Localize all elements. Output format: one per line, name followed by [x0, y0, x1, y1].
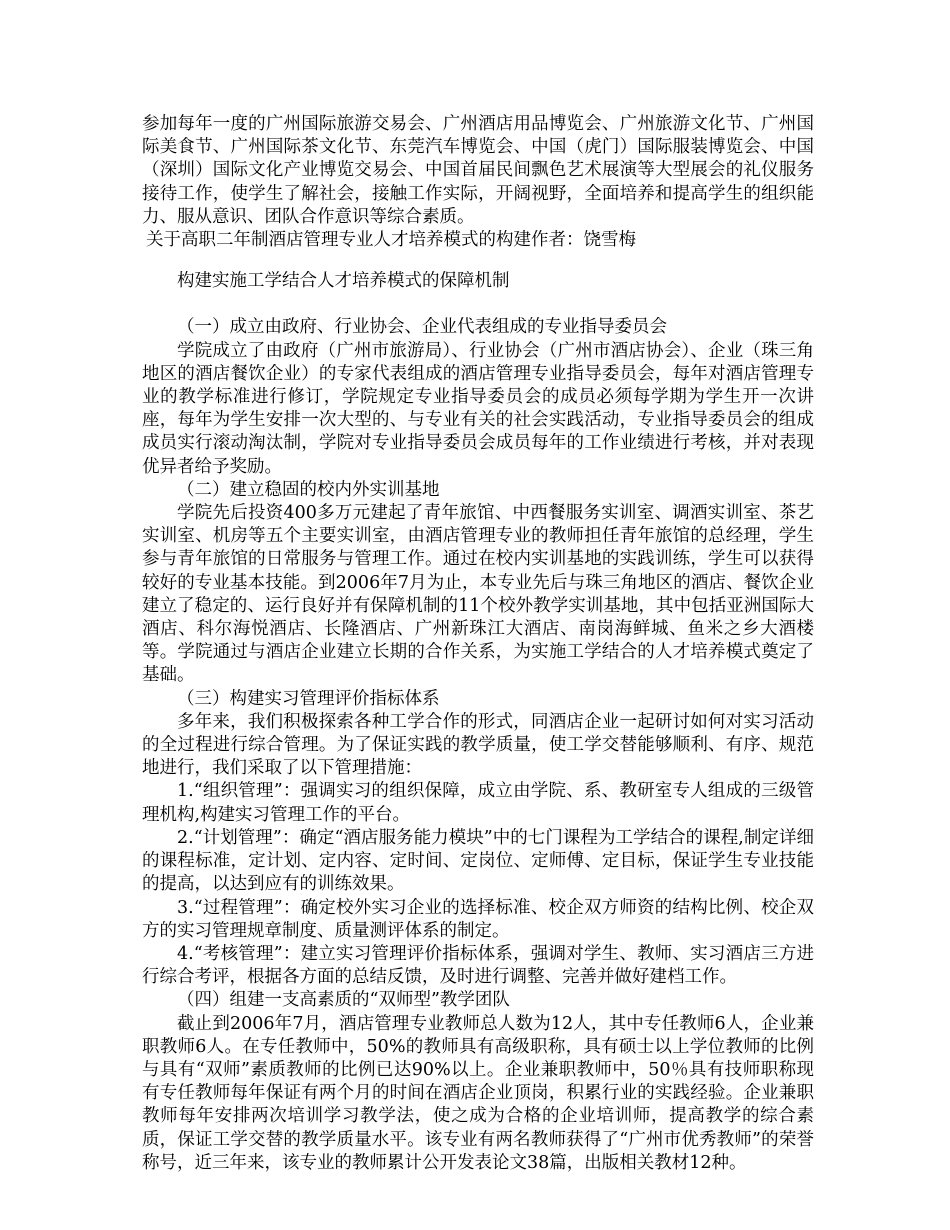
section-4 — [142, 989, 814, 1175]
section-title: （四）组建一支高素质的“双师型”教学团队 — [177, 990, 510, 1011]
section-3 — [142, 688, 814, 990]
list-item: 1.“组织管理”：强调实习的组织保障，成立由学院、系、教研室专人组成的三级管理机构,构建实习管理工作的平台。 — [142, 781, 814, 825]
list-item: 4.“考核管理”：建立实习管理评价指标体系，强调对学生、教师、实习酒店三方进行综合考评，根据各方面的总结反馈，及时进行调整、完善并做好建档工作。 — [142, 943, 814, 988]
list-item: 3.“过程管理”：确定校外实习企业的选择标准、校企双方师资的结构比例、校企双方的实习管理规章制度、质量测评体系的制定。 — [142, 897, 814, 941]
section-paragraph: 多年来，我们积极探索各种工学合作的形式，同酒店企业一起研讨如何对实习活动的全过程进行综合管理。为了保证实践的教学质量，使工学交替能够顺利、有序、规范地进行，我们采取了以下管理措施： — [142, 711, 814, 779]
main-heading: 构建实施工学结合人才培养模式的保障机制 — [177, 271, 510, 292]
spacer — [142, 252, 814, 270]
section-1 — [142, 316, 814, 478]
spacer — [142, 293, 814, 316]
intro-paragraph: 参加每年一度的广州国际旅游交易会、广州酒店用品博览会、广州旅游文化节、广州国际美食节、广州国际茶文化节、东莞汽车博览会、中国（虎门）国际服装博览会、中国（深圳）国际文化产业博览交易会、中国首届民间飘色艺术展演等大型展会的礼仪服务接待工作，使学生了解社会，接触工作实际，开阔视野，全面培养和提高学生的组织能力、服从意识、团队合作意识等综合素质。 — [142, 114, 814, 227]
section-paragraph: 截止到2006年7月，酒店管理专业教师总人数为12人，其中专任教师6人，企业兼职教师6人。在专任教师中，50%的教师具有高级职称，具有硕士以上学位教师的比例与具有“双师”素质教师的比例已达90%以上。企业兼职教师中，50％具有技师职称现有专任教师每年保证有两个月的时间在酒店企业顶岗，积累行业的实践经验。企业兼职教师每年安排两次培训学习教学法，使之成为合格的企业培训师，提高教学的综合素质，保证工学交替的教学质量水平。该专业有两名教师获得了“广州市优秀教师”的荣誉称号，近三年来，该专业的教师累计公开发表论文38篇，出版相关教材12种。 — [142, 1013, 814, 1173]
section-title: （一）成立由政府、行业协会、企业代表组成的专业指导委员会 — [177, 317, 667, 338]
list-item: 2.“计划管理”：确定“酒店服务能力模块”中的七门课程为工学结合的课程,制定详细的课程标准，定计划、定内容、定时间、定岗位、定师傅、定目标，保证学生专业技能的提高，以达到应有的训练效果。 — [142, 827, 814, 895]
section-2 — [142, 479, 814, 688]
document-page — [142, 113, 814, 1175]
section-paragraph: 学院先后投资400多万元建起了青年旅馆、中西餐服务实训室、调酒实训室、茶艺实训室、机房等五个主要实训室，由酒店管理专业的教师担任青年旅馆的总经理，学生参与青年旅馆的日常服务与管理工作。通过在校内实训基地的实践训练，学生可以获得较好的专业基本技能。到2006年7月为止，本专业先后与珠三角地区的酒店、餐饮企业建立了稳定的、运行良好并有保障机制的11个校外教学实训基地，其中包括亚洲国际大酒店、科尔海悦酒店、长隆酒店、广州新珠江大酒店、南岗海鲜城、鱼米之乡大酒楼等。学院通过与酒店企业建立长期的合作关系，为实施工学结合的人才培养模式奠定了基础。 — [142, 503, 814, 686]
article-title: 关于高职二年制酒店管理专业人才培养模式的构建作者：饶雪梅 — [146, 230, 636, 251]
section-paragraph: 学院成立了由政府（广州市旅游局）、行业协会（广州市酒店协会）、企业（珠三角地区的酒店餐饮企业）的专家代表组成的酒店管理专业指导委员会，每年对酒店管理专业的教学标准进行修订，学院规定专业指导委员会的成员必须每学期为学生开一次讲座，每年为学生安排一次大型的、与专业有关的社会实践活动，专业指导委员会的组成成员实行滚动淘汰制，学院对专业指导委员会成员每年的工作业绩进行考核，并对表现优异者给予奖励。 — [142, 340, 814, 477]
section-title: （三）构建实习管理评价指标体系 — [177, 688, 440, 709]
section-title: （二）建立稳固的校内外实训基地 — [177, 479, 440, 500]
